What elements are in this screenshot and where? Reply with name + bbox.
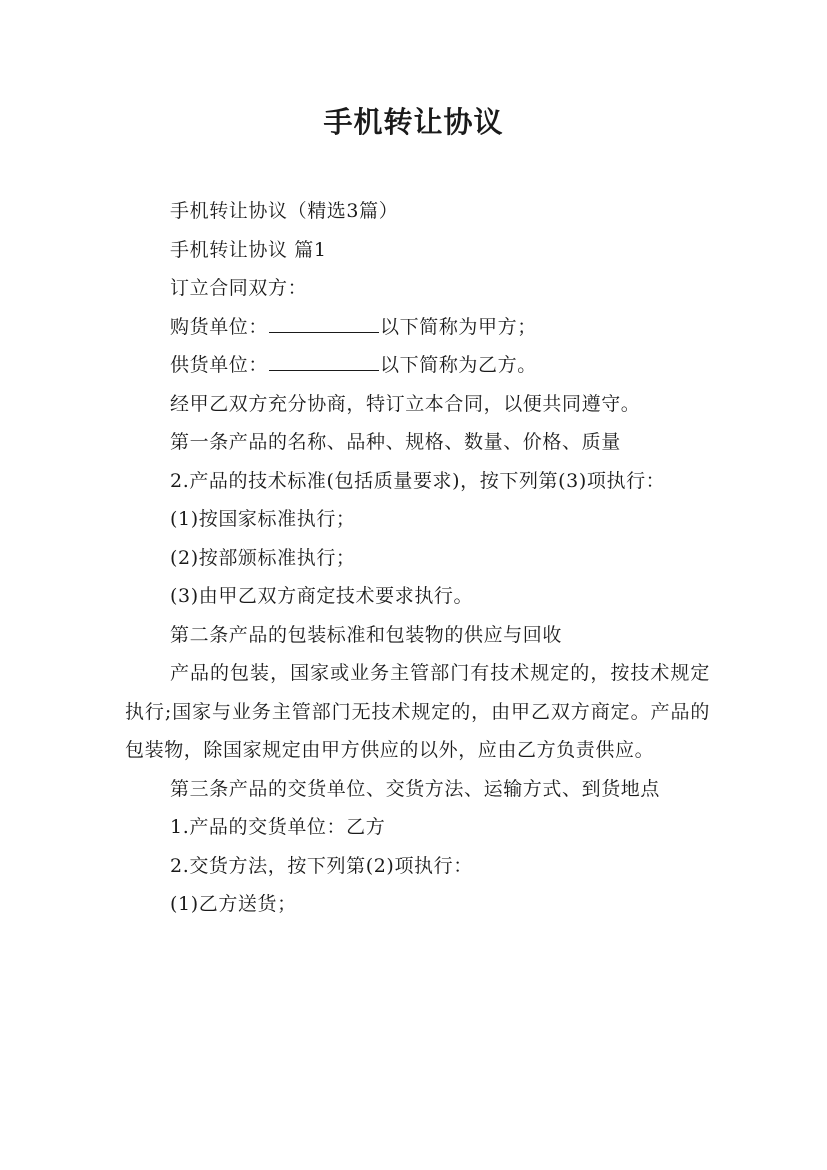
- buyer-suffix: 以下简称为甲方；: [380, 315, 537, 338]
- supplier-suffix: 以下简称为乙方。: [380, 354, 537, 376]
- paragraph-buyer: [125, 308, 710, 347]
- supplier-blank-line: [269, 348, 379, 371]
- document-title: 手机转让协议: [323, 105, 504, 139]
- document-body: [125, 192, 710, 924]
- paragraph-article-1: 第一条产品的名称、品种、规格、数量、价格、质量: [170, 431, 621, 453]
- paragraph-tech-standard: 2.产品的技术标准(包括质量要求)，按下列第(3)项执行：: [170, 469, 666, 492]
- paragraph-article-3: 第三条产品的交货单位、交货方法、运输方式、到货地点: [170, 777, 661, 800]
- paragraph-packaging: 产品的包装，国家或业务主管部门有技术规定的，按技术规定执行;国家与业务主管部门无技术规定的，由甲乙双方商定。产品的包装物，除国家规定由甲方供应的以外，应由乙方负责供应。: [125, 662, 710, 761]
- paragraph-article-2: 第二条产品的包装标准和包装物的供应与回收: [170, 623, 563, 646]
- buyer-label: 购货单位：: [170, 315, 269, 338]
- paragraph-subtitle: 手机转让协议（精选3篇）: [170, 200, 399, 222]
- paragraph-supplier: [125, 346, 710, 385]
- buyer-blank-line: [269, 310, 379, 333]
- paragraph-delivery-unit: 1.产品的交货单位：乙方: [170, 816, 386, 838]
- paragraph-item-1: (1)按国家标准执行；: [170, 508, 356, 530]
- paragraph-delivery-option-1: (1)乙方送货；: [170, 893, 297, 915]
- supplier-label: 供货单位：: [170, 354, 269, 376]
- paragraph-parties: 订立合同双方：: [170, 277, 308, 299]
- paragraph-delivery-method: 2.交货方法，按下列第(2)项执行：: [170, 854, 473, 877]
- paragraph-section-heading: 手机转让协议 篇1: [170, 238, 327, 261]
- paragraph-item-3: (3)由甲乙双方商定技术要求执行。: [170, 585, 474, 607]
- paragraph-agreement: 经甲乙双方充分协商，特订立本合同，以便共同遵守。: [170, 392, 641, 415]
- paragraph-item-2: (2)按部颁标准执行；: [170, 546, 356, 569]
